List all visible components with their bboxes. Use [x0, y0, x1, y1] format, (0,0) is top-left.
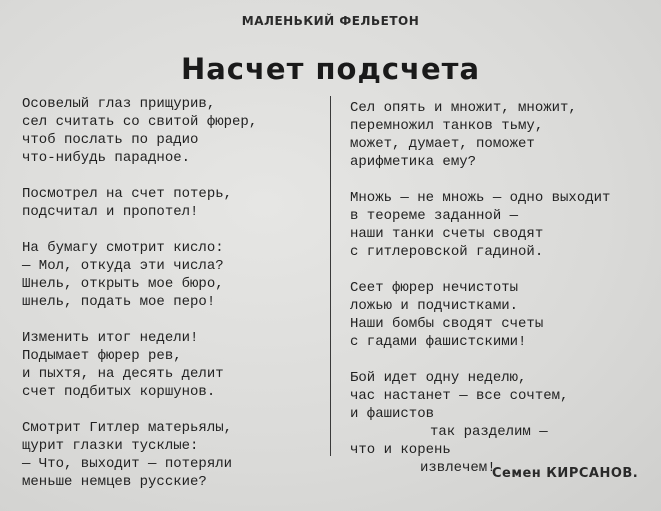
left-column	[22, 95, 312, 509]
verse-line: так разделим —	[430, 424, 548, 440]
verse-line: Наши бомбы сводят счеты	[350, 316, 544, 332]
stanza	[350, 99, 655, 171]
verse-line: шнель, подать мое перо!	[22, 294, 216, 310]
verse-line: меньше немцев русские?	[22, 474, 207, 490]
verse-line: Бой идет одну неделю,	[350, 370, 527, 386]
verse-line: что и корень	[350, 442, 451, 458]
verse-line: подсчитал и пропотел!	[22, 204, 199, 220]
rubric-heading: МАЛЕНЬКИЙ ФЕЛЬЕТОН	[241, 14, 420, 28]
stanza	[22, 329, 312, 401]
verse-line: Посмотрел на счет потерь,	[22, 186, 233, 202]
verse-line: сел считать со свитой фюрер,	[22, 114, 258, 130]
verse-line: что-нибудь парадное.	[22, 150, 191, 166]
final-stanza	[350, 369, 655, 477]
article-title: Насчет подсчета	[180, 52, 481, 86]
verse-line: может, думает, поможет	[350, 136, 535, 152]
verse-line: наши танки счеты сводят	[350, 226, 544, 242]
verse-line: с гитлеровской гадиной.	[350, 244, 544, 260]
right-column	[350, 99, 655, 495]
author-signature: Семен КИРСАНОВ.	[492, 466, 639, 481]
verse-line: час настанет — все сочтем,	[350, 388, 569, 404]
verse-line: и фашистов	[350, 406, 435, 422]
stanza	[350, 189, 655, 261]
verse-line: Множь — не множь — одно выходит	[350, 190, 611, 206]
verse-line: счет подбитых коршунов.	[22, 384, 216, 400]
verse-line: в теореме заданной —	[350, 208, 519, 224]
verse-line: перемножил танков тьму,	[350, 118, 544, 134]
verse-line: щурит глазки тусклые:	[22, 438, 199, 454]
stanza	[22, 95, 312, 167]
verse-line: Шнель, открыть мое бюро,	[22, 276, 224, 292]
verse-line: На бумагу смотрит кисло:	[22, 240, 224, 256]
verse-line: Подымает фюрер рев,	[22, 348, 182, 364]
stanza	[350, 279, 655, 351]
verse-line: Смотрит Гитлер матерьялы,	[22, 420, 233, 436]
verse-line: Сеет фюрер нечистоты	[350, 280, 519, 296]
verse-line: Сел опять и множит, множит,	[350, 100, 577, 116]
verse-line: извлечем!	[420, 460, 496, 476]
verse-line: чтоб послать по радио	[22, 132, 199, 148]
verse-line: — Что, выходит — потеряли	[22, 456, 233, 472]
stanza	[22, 239, 312, 311]
stanza	[22, 185, 312, 221]
stanza	[22, 419, 312, 491]
column-divider	[330, 96, 331, 456]
verse-line: и пыхтя, на десять делит	[22, 366, 224, 382]
verse-line: — Мол, откуда эти числа?	[22, 258, 224, 274]
verse-line: с гадами фашистскими!	[350, 334, 527, 350]
verse-line: Изменить итог недели!	[22, 330, 199, 346]
verse-line: ложью и подчистками.	[350, 298, 519, 314]
verse-line: арифметика ему?	[350, 154, 477, 170]
verse-line: Осовелый глаз прищурив,	[22, 96, 216, 112]
